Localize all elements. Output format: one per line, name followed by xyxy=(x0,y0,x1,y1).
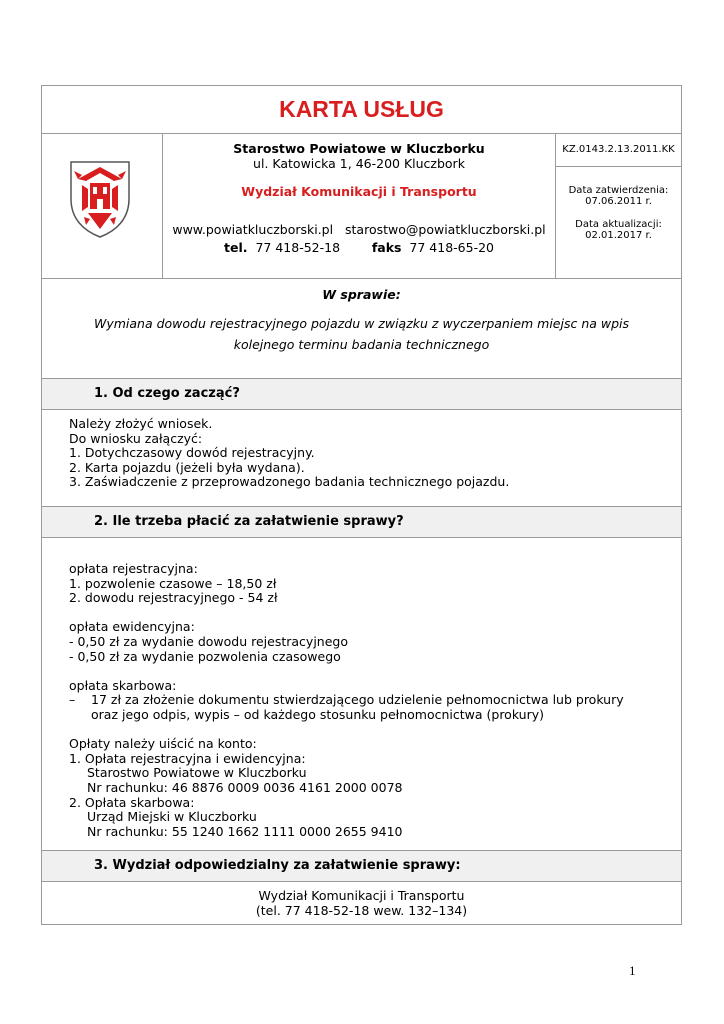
matter-line-2: kolejnego terminu badania technicznego xyxy=(233,337,490,352)
document-code: KZ.0143.2.13.2011.KK xyxy=(556,133,681,167)
section-1-body xyxy=(42,417,681,490)
stamp-fee-title: opłata skarbowa: xyxy=(69,677,177,693)
page-title: KARTA USŁUG xyxy=(279,96,444,122)
account-2-name: Urząd Miejski w Kluczborku xyxy=(87,809,257,825)
tel-label: tel. xyxy=(224,240,248,255)
header-row xyxy=(42,133,681,278)
meta-cell xyxy=(556,133,681,278)
matter-line-1: Wymiana dowodu rejestracyjnego pojazdu w związku z wyczerpaniem miejsc na wpis xyxy=(93,316,630,331)
website-link[interactable]: www.powiatkluczborski.pl xyxy=(172,222,334,237)
evid-fee-item: - 0,50 zł za wydanie dowodu rejestracyjnego xyxy=(69,633,348,649)
section-2-body xyxy=(42,562,681,839)
service-card-table xyxy=(41,85,682,925)
stamp-fee-dash: – xyxy=(69,692,76,708)
reg-fee-item: 1. pozwolenie czasowe – 18,50 zł xyxy=(69,575,277,591)
email-link[interactable]: starostwo@powiatkluczborski.pl xyxy=(345,222,546,237)
reg-fee-item: 2. dowodu rejestracyjnego - 54 zł xyxy=(69,590,278,606)
logo-cell xyxy=(42,133,163,278)
office-name: Starostwo Powiatowe w Kluczborku xyxy=(233,141,485,156)
updated-date: 02.01.2017 r. xyxy=(585,230,652,241)
fax-label: faks xyxy=(371,240,402,255)
section-1-line: 1. Dotychczasowy dowód rejestracyjny. xyxy=(69,445,315,461)
office-address: ul. Katowicka 1, 46-200 Kluczbork xyxy=(253,156,465,171)
approved-label: Data zatwierdzenia: xyxy=(568,185,669,196)
account-1-number: Nr rachunku: 46 8876 0009 0036 4161 2000 0078 xyxy=(87,779,403,795)
section-1-line: Należy złożyć wniosek. xyxy=(69,416,213,431)
page-number: 1 xyxy=(629,963,636,978)
department-name: Wydział Komunikacji i Transportu xyxy=(241,184,477,199)
responsible-department: Wydział Komunikacji i Transportu xyxy=(258,888,465,903)
office-info-cell xyxy=(163,133,556,278)
contact-web-line xyxy=(163,222,555,237)
stamp-fee-line-1: 17 zł za złożenie dokumentu stwierdzającego udzielenie pełnomocnictwa lub prokury xyxy=(91,692,624,708)
account-intro: Opłaty należy uiścić na konto: xyxy=(69,736,257,752)
stamp-fee-item xyxy=(69,693,681,722)
section-1-line: 3. Zaświadczenie z przeprowadzonego badania technicznego pojazdu. xyxy=(69,474,510,490)
responsible-phone: (tel. 77 418-52-18 wew. 132–134) xyxy=(255,903,468,918)
stamp-fee-line-2: oraz jego odpis, wypis – od każdego stosunku pełnomocnictwa (prokury) xyxy=(91,706,545,722)
section-1-line: 2. Karta pojazdu (jeżeli była wydana). xyxy=(69,459,305,475)
section-3-heading: 3. Wydział odpowiedzialny za załatwienie sprawy: xyxy=(42,851,681,881)
reg-fee-title: opłata rejestracyjna: xyxy=(69,561,198,576)
fax-value: 77 418-65-20 xyxy=(409,240,494,255)
account-1-title: 1. Opłata rejestracyjna i ewidencyjna: xyxy=(69,750,306,766)
section-3-body xyxy=(42,888,681,918)
approved-date: 07.06.2011 r. xyxy=(585,196,652,207)
section-1-line: Do wniosku załączyć: xyxy=(69,430,203,446)
updated-label: Data aktualizacji: xyxy=(575,219,662,230)
evid-fee-title: opłata ewidencyjna: xyxy=(69,619,195,635)
account-2-title: 2. Opłata skarbowa: xyxy=(69,794,195,810)
account-2-number: Nr rachunku: 55 1240 1662 1111 0000 2655 9410 xyxy=(87,823,403,839)
matter-section xyxy=(42,278,681,378)
contact-phone-line xyxy=(163,240,555,255)
evid-fee-item: - 0,50 zł za wydanie pozwolenia czasowego xyxy=(69,648,341,664)
tel-value: 77 418-52-18 xyxy=(255,240,341,255)
matter-label: W sprawie: xyxy=(322,287,401,302)
coat-of-arms-icon xyxy=(68,159,132,239)
account-1-name: Starostwo Powiatowe w Kluczborku xyxy=(87,765,307,781)
section-1-heading: 1. Od czego zacząć? xyxy=(42,379,681,409)
section-2-heading: 2. Ile trzeba płacić za załatwienie sprawy? xyxy=(42,507,681,537)
